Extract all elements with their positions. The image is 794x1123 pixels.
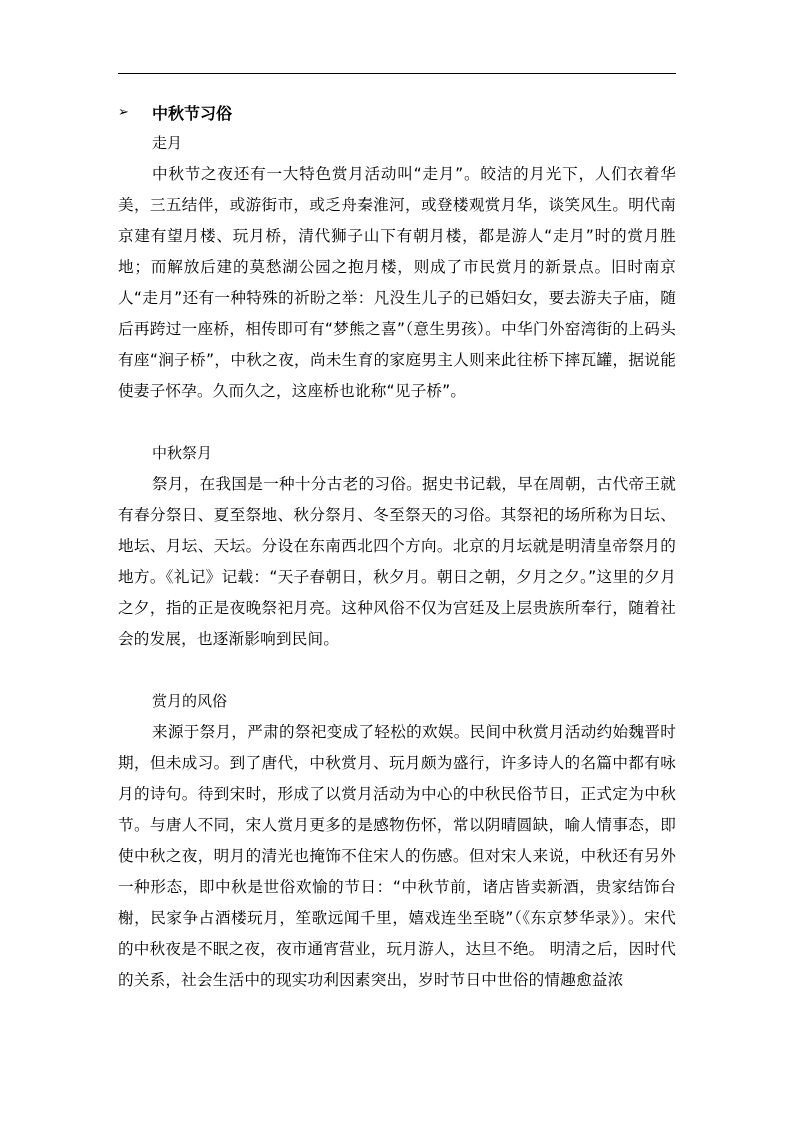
section-heading	[118, 96, 676, 128]
subtitle-zouyue: 走月	[152, 134, 183, 152]
paragraph-gap	[118, 655, 676, 686]
subtitle-jiyue: 中秋祭月	[152, 444, 213, 462]
subtitle-shangyue: 赏月的风俗	[152, 692, 228, 710]
paragraph-jiyue: 祭月，在我国是一种十分古老的习俗。据史书记载，早在周朝，古代帝王就有春分祭日、夏至祭地、秋分祭月、冬至祭天的习俗。其祭祀的场所称为日坛、地坛、月坛、天坛。分设在东南西北四个方向。北京的月坛就是明清皇帝祭月的地方。《礼记》记载：“天子春朝日，秋夕月。朝日之朝，夕月之夕。”这里的夕月之夕，指的正是夜晚祭祀月亮。这种风俗不仅为宫廷及上层贵族所奉行，随着社会的发展，也逐渐影响到民间。	[118, 475, 676, 648]
header-rule	[118, 73, 676, 74]
heading-title: 中秋节习俗	[152, 103, 233, 123]
paragraph-gap	[118, 407, 676, 438]
arrow-bullet-icon: ➢	[118, 104, 129, 120]
document-body	[118, 96, 676, 996]
paragraph-shangyue: 来源于祭月，严肃的祭祀变成了轻松的欢娱。民间中秋赏月活动约始魏晋时期，但未成习。到了唐代，中秋赏月、玩月颇为盛行，许多诗人的名篇中都有咏月的诗句。待到宋时，形成了以赏月活动为中心的中秋民俗节日，正式定为中秋节。与唐人不同，宋人赏月更多的是感物伤怀，常以阴晴圆缺，喻人情事态，即使中秋之夜，明月的清光也掩饰不住宋人的伤感。但对宋人来说，中秋还有另外一种形态，即中秋是世俗欢愉的节日：“中秋节前，诸店皆卖新酒，贵家结饰台榭，民家争占酒楼玩月，笙歌远闻千里，嬉戏连坐至晓”（《东京梦华录》）。宋代的中秋夜是不眠之夜，夜市通宵营业，玩月游人，达旦不绝。 明清之后，因时代的关系，社会生活中的现实功利因素突出，岁时节日中世俗的情趣愈益浓	[118, 723, 676, 989]
paragraph-zouyue: 中秋节之夜还有一大特色赏月活动叫“走月”。皎洁的月光下，人们衣着华美，三五结伴，或游街市，或乏舟秦淮河，或登楼观赏月华，谈笑风生。明代南京建有望月楼、玩月桥，清代狮子山下有朝月楼，都是游人“走月”时的赏月胜地；而解放后建的莫愁湖公园之抱月楼，则成了市民赏月的新景点。旧时南京人“走月”还有一种特殊的祈盼之举：凡没生儿子的已婚妇女，要去游夫子庙，随后再跨过一座桥，相传即可有“梦熊之喜”（意生男孩）。中华门外窑湾街的上码头有座“涧子桥”，中秋之夜，尚未生育的家庭男主人则来此往桥下摔瓦罐，据说能使妻子怀孕。久而久之，这座桥也讹称“见子桥”。	[118, 165, 676, 400]
